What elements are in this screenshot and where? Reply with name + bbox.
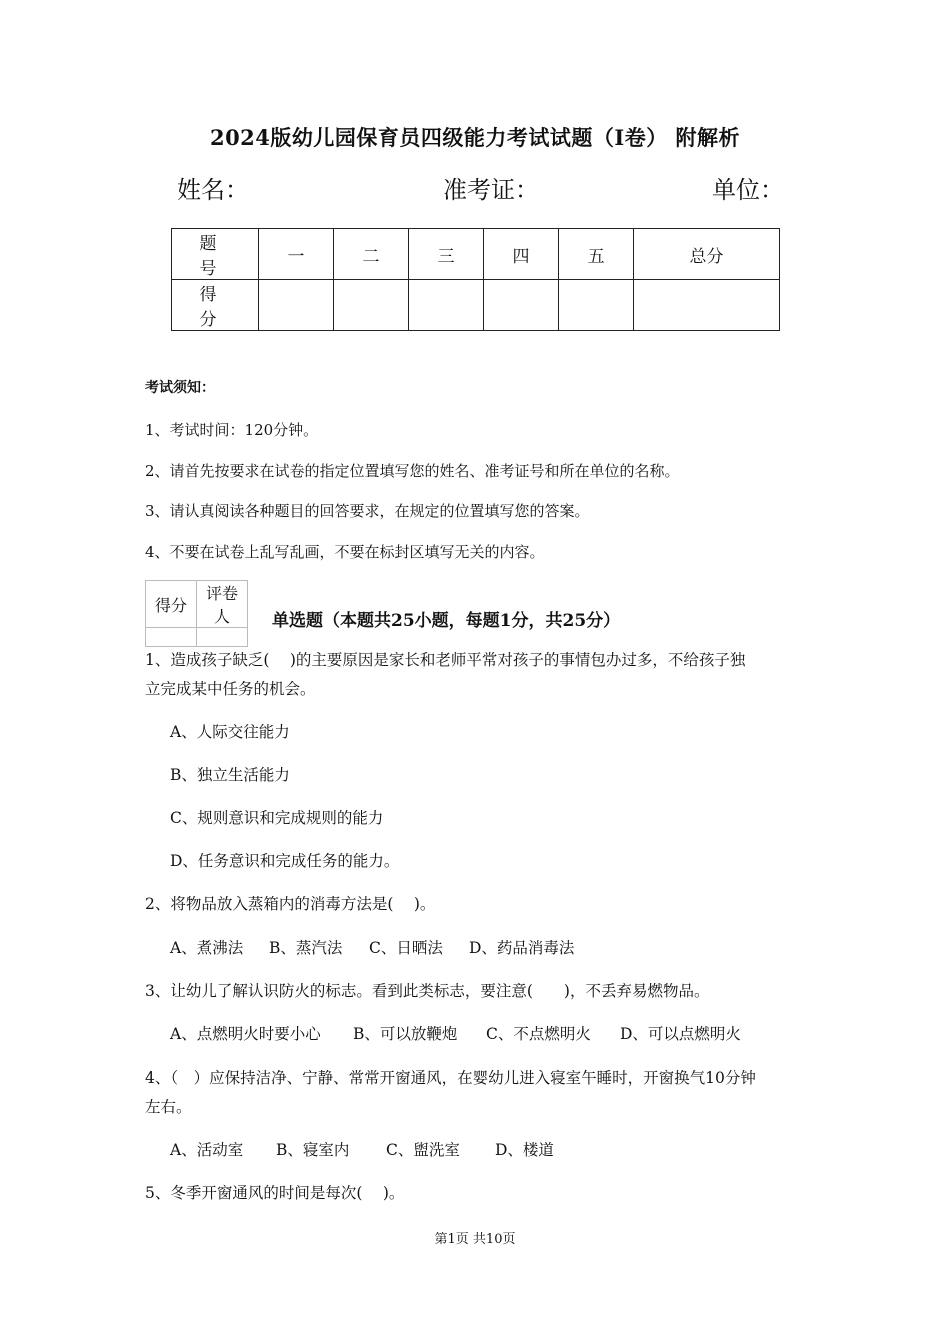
score-cell[interactable]: [559, 280, 634, 331]
exam-id-field-label: 准考证：: [443, 176, 539, 204]
question-text: 3、让幼儿了解认识防火的标志。看到此类标志，要注意( )，不丢弃易燃物品。: [145, 982, 710, 1000]
answer-option[interactable]: D、可以点燃明火: [620, 1025, 741, 1043]
question-text: 2、将物品放入蒸箱内的消毒方法是( )。: [145, 895, 436, 913]
score-table-header-cell: 一: [259, 229, 334, 280]
unit-field-label: 单位：: [712, 176, 784, 204]
answer-option[interactable]: B、寝室内: [276, 1141, 350, 1159]
score-table-score-row: [172, 280, 780, 331]
answer-options-row: [170, 936, 574, 958]
answer-option[interactable]: D、任务意识和完成任务的能力。: [170, 852, 400, 870]
question-text: 5、冬季开窗通风的时间是每次( )。: [145, 1184, 405, 1202]
answer-option[interactable]: C、盥洗室: [386, 1141, 460, 1159]
score-row-label: 得 分: [172, 280, 259, 331]
answer-option[interactable]: A、煮沸法: [170, 939, 244, 957]
score-table-header-cell: 五: [559, 229, 634, 280]
answer-option[interactable]: C、规则意识和完成规则的能力: [170, 809, 384, 827]
answer-option[interactable]: B、蒸汽法: [269, 939, 343, 957]
answer-option[interactable]: A、人际交往能力: [170, 723, 290, 741]
answer-options-row: [170, 1138, 554, 1160]
score-cell[interactable]: [634, 280, 780, 331]
grader-score-label: 得分: [146, 581, 197, 628]
answer-option[interactable]: B、独立生活能力: [170, 766, 290, 784]
grader-name-label: 评卷人: [197, 581, 248, 628]
question-text: 4、（ ）应保持洁净、宁静、常常开窗通风，在婴幼儿进入寝室午睡时，开窗换气10分钟: [145, 1069, 756, 1087]
score-table-header-cell: 二: [334, 229, 409, 280]
score-table-header-row: [172, 229, 780, 280]
question-text-continued: 左右。: [145, 1098, 192, 1116]
answer-options-row: [170, 1022, 741, 1044]
notice-item: 3、请认真阅读各种题目的回答要求，在规定的位置填写您的答案。: [145, 502, 590, 520]
score-cell[interactable]: [484, 280, 559, 331]
notice-heading: 考试须知：: [145, 380, 215, 396]
page-title: 2024版幼儿园保育员四级能力考试试题（I卷） 附解析: [209, 125, 741, 150]
score-table-header-cell: 三: [409, 229, 484, 280]
score-cell[interactable]: [409, 280, 484, 331]
notice-item: 1、考试时间：120分钟。: [145, 421, 319, 439]
score-table-header-cell: 题 号: [172, 229, 259, 280]
score-table: [171, 228, 780, 331]
notice-item: 4、不要在试卷上乱写乱画，不要在标封区填写无关的内容。: [145, 543, 545, 561]
score-table-header-cell: 总分: [634, 229, 780, 280]
answer-option[interactable]: B、可以放鞭炮: [353, 1025, 458, 1043]
score-table-header-cell: 四: [484, 229, 559, 280]
question-text: 1、造成孩子缺乏( )的主要原因是家长和老师平常对孩子的事情包办过多，不给孩子独: [145, 651, 746, 669]
answer-option[interactable]: C、日晒法: [369, 939, 443, 957]
answer-option[interactable]: A、点燃明火时要小心: [170, 1025, 321, 1043]
score-cell[interactable]: [334, 280, 409, 331]
question-text-continued: 立完成某中任务的机会。: [145, 680, 316, 698]
name-field-label: 姓名：: [177, 176, 249, 204]
notice-item: 2、请首先按要求在试卷的指定位置填写您的姓名、准考证号和所在单位的名称。: [145, 462, 680, 480]
score-cell[interactable]: [259, 280, 334, 331]
answer-option[interactable]: D、楼道: [495, 1141, 554, 1159]
grader-name-cell[interactable]: [197, 628, 248, 647]
grader-box: [145, 580, 248, 647]
answer-option[interactable]: C、不点燃明火: [486, 1025, 591, 1043]
grader-score-cell[interactable]: [146, 628, 197, 647]
answer-option[interactable]: D、药品消毒法: [469, 939, 575, 957]
answer-option[interactable]: A、活动室: [170, 1141, 244, 1159]
page-footer: 第1页 共10页: [434, 1232, 516, 1247]
section-title: 单选题（本题共25小题，每题1分，共25分）: [272, 611, 621, 631]
